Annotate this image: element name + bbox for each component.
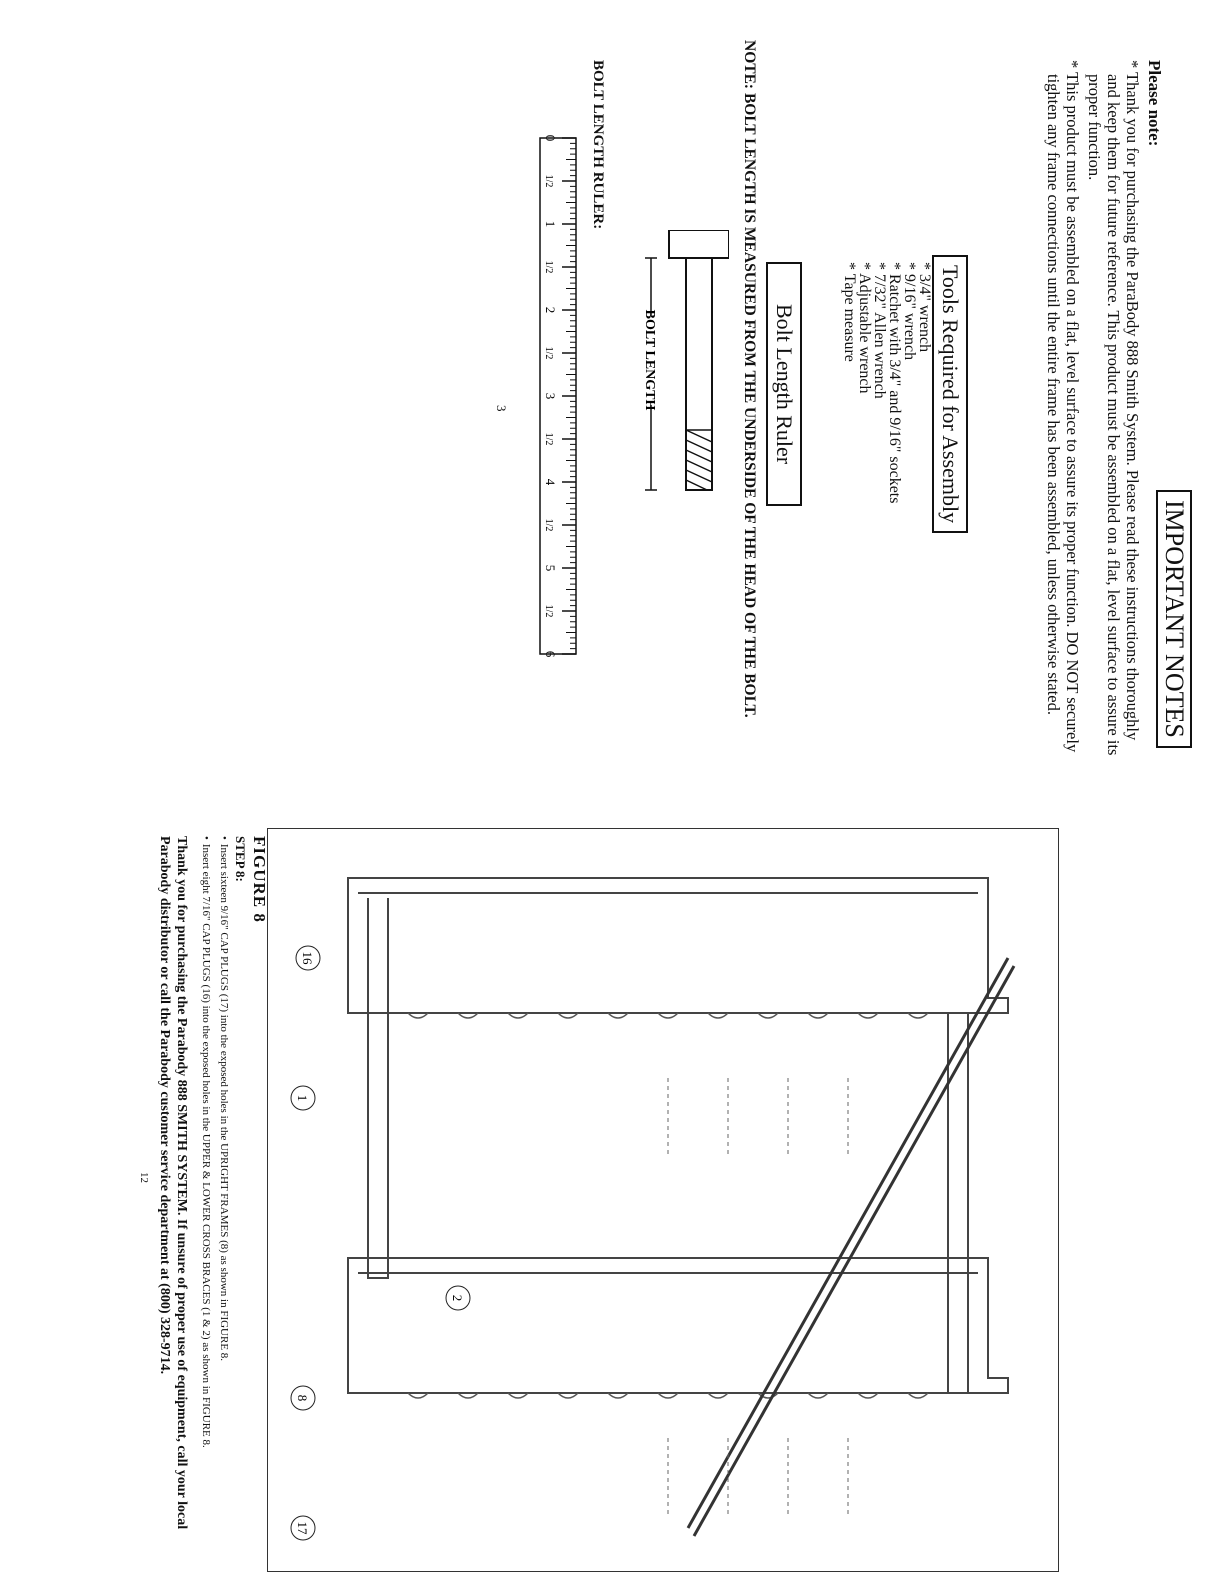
tool-item: * 7/32" Allen wrench: [871, 262, 888, 399]
bullet-icon: •: [200, 836, 212, 840]
smith-bar: [688, 958, 1014, 1536]
tool-item: * 3/4" wrench: [916, 262, 933, 353]
bullet-icon: •: [218, 836, 230, 840]
ruler-tick-label: 1/2: [543, 518, 554, 532]
note-paragraph-1: * Thank you for purchasing the ParaBody 888 Smith System. Please read these instructions thoroughly and keep them for future reference. This product must be assembled on a flat, level surface to assure its proper function.: [1085, 60, 1142, 756]
ruler-tick-label: 5: [543, 564, 558, 572]
callout-17: 17: [295, 1521, 310, 1535]
closing-message: Thank you for purchasing the Parabody 888 SMITH SYSTEM. If unsure of proper use of equipment, call your local Parabody distributor or call the Parabody customer service department at (800) 328-9714.: [157, 836, 189, 1530]
page-number: 12: [138, 1172, 150, 1183]
step-text: Insert sixteen 9/16" CAP PLUGS (17) into the exposed holes in the UPRIGHT FRAMES (8) as shown in FIGURE 8.: [218, 843, 230, 1362]
ruler-tick-label: 0: [543, 134, 558, 142]
cap-plug-leaders: [668, 1078, 848, 1518]
upright-frame-left: [348, 878, 1008, 1013]
callout-1: 1: [295, 1094, 310, 1102]
callout-8: 8: [295, 1394, 310, 1402]
part-callouts: [291, 946, 470, 1540]
bolt-length-ruler-title: Bolt Length Ruler: [766, 262, 802, 506]
ruler-tick-label: 1/2: [543, 604, 554, 618]
ruler-tick-label: 1/2: [543, 432, 554, 446]
ruler-tick-label: 1/2: [543, 346, 554, 360]
bolt-length-ruler: [524, 128, 584, 688]
tool-item: * Tape measure: [841, 262, 858, 362]
note-paragraph-2: * This product must be assembled on a flat, level surface to assure its proper function. DO NOT securely tighten any frame connections until the entire frame has been assembled, unless otherwise stated.: [1044, 60, 1082, 753]
step-text: Insert eight 7/16" CAP PLUGS (16) into the exposed holes in the UPPER & LOWER CROSS BRACES (1 & 2) as shown in FIGURE 8.: [200, 843, 212, 1448]
hook-notches: [408, 1013, 928, 1398]
page-12: [0, 792, 1224, 1584]
tools-required-title: Tools Required for Assembly: [932, 255, 968, 533]
tool-item: * Ratchet with 3/4" and 9/16" sockets: [886, 262, 903, 504]
please-note-heading: Please note:: [1145, 60, 1164, 147]
bolt-diagram: [619, 230, 729, 530]
tools-list: [842, 262, 932, 503]
page-number: 3: [494, 405, 509, 412]
bolt-head: [669, 230, 729, 258]
ruler-tick-label: 4: [543, 478, 558, 486]
callout-2: 2: [450, 1294, 465, 1302]
ruler-tick-label: 2: [543, 306, 558, 314]
upright-frame-right: [348, 1258, 1008, 1393]
step-label: STEP 8:: [233, 836, 248, 882]
step-instruction: [200, 836, 212, 1448]
ruler-tick-label: 6: [543, 650, 558, 658]
callout-16: 16: [300, 951, 315, 965]
figure-label: FIGURE 8: [250, 836, 269, 923]
bolt-thread: [686, 430, 712, 490]
ruler-tick-label: 1/2: [543, 174, 554, 188]
step-instruction: [218, 836, 230, 1361]
tool-item: * Adjustable wrench: [856, 262, 873, 394]
ruler-tick-label: 1: [543, 220, 558, 228]
smith-machine-illustration: [278, 838, 1048, 1558]
bolt-length-ruler-label: BOLT LENGTH RULER:: [590, 60, 606, 230]
important-notes-title: IMPORTANT NOTES: [1156, 490, 1192, 748]
bolt-length-label: BOLT LENGTH: [642, 309, 657, 411]
ruler-tick-label: 3: [543, 392, 558, 400]
ruler-tick-label: 1/2: [543, 260, 554, 274]
tool-item: * 9/16" wrench: [901, 262, 918, 361]
bolt-length-note: NOTE: BOLT LENGTH IS MEASURED FROM THE UNDERSIDE OF THE HEAD OF THE BOLT.: [741, 40, 758, 718]
